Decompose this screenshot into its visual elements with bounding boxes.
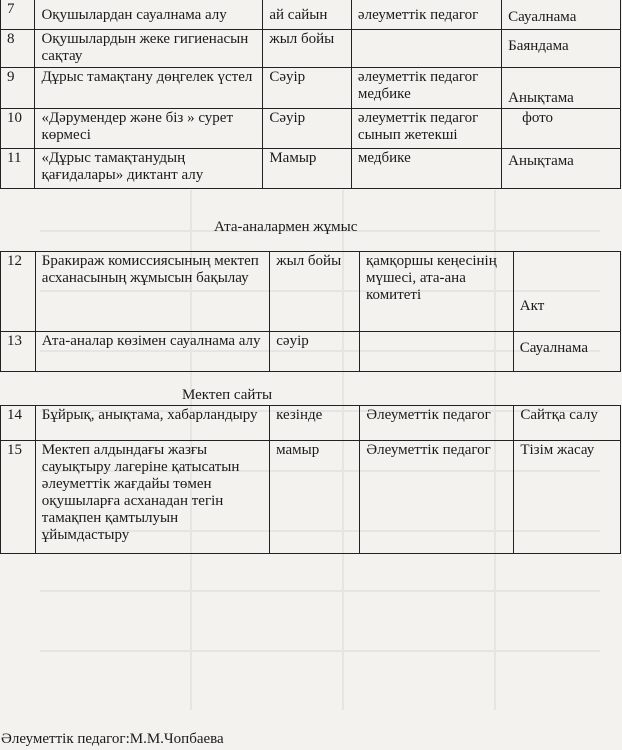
document-cell: Анықтама <box>502 68 621 109</box>
event-cell: «Дұрыс тамақтанудың қағидалары» диктант алу <box>35 149 263 189</box>
table-row <box>1 149 621 189</box>
row-number: 14 <box>1 406 36 441</box>
table-row <box>1 0 621 30</box>
responsible-cell: Әлеуметтік педагог <box>360 406 514 441</box>
row-number: 12 <box>1 252 36 332</box>
signature-line: Әлеуметтік педагог:М.М.Чопбаева <box>1 731 224 747</box>
event-cell: «Дәрумендер және біз » сурет көрмесі <box>35 109 263 149</box>
activities-table-1 <box>0 0 621 189</box>
event-cell: Оқушылардын жеке гигиенасын сақтау <box>35 30 263 68</box>
table-row <box>1 30 621 68</box>
responsible-cell <box>351 30 501 68</box>
document-cell: Анықтама <box>502 149 621 189</box>
document-cell: Сауалнама <box>502 0 621 30</box>
event-cell: Бұйрық, анықтама, хабарландыру <box>35 406 269 441</box>
activities-table-2 <box>0 251 621 372</box>
responsible-cell: медбике <box>351 149 501 189</box>
responsible-cell: әлеуметтік педагог медбике <box>351 68 501 109</box>
section-heading-site: Мектеп сайты <box>182 387 273 403</box>
time-cell: Мамыр <box>263 149 352 189</box>
row-number: 13 <box>1 332 36 372</box>
event-cell: Мектеп алдындағы жазғы сауықтыру лагеріне қатысатын әлеуметтік жағдайы төмен оқушыларға асханадан тегін тамақпен қамтылуын ұйымдастыру <box>35 441 269 554</box>
time-cell: мамыр <box>270 441 360 554</box>
row-number: 11 <box>1 149 35 189</box>
event-cell: Дұрыс тамақтану дөңгелек үстел <box>35 68 263 109</box>
responsible-cell <box>359 332 513 372</box>
time-cell: Сәуір <box>263 109 352 149</box>
event-cell: Оқушылардан сауалнама алу <box>35 0 263 30</box>
table-row <box>1 68 621 109</box>
document-cell: Акт <box>513 252 620 332</box>
row-number: 8 <box>1 30 35 68</box>
document-cell: фото <box>502 109 621 149</box>
table-row <box>1 109 621 149</box>
time-cell: ай сайын <box>263 0 352 30</box>
time-cell: кезінде <box>270 406 360 441</box>
responsible-cell: әлеуметтік педагог сынып жетекші <box>351 109 501 149</box>
table-row <box>1 252 621 332</box>
document-cell: Тізім жасау <box>514 441 621 554</box>
time-cell: Сәуір <box>263 68 352 109</box>
responsible-cell: әлеуметтік педагог <box>351 0 501 30</box>
activities-table-3 <box>0 405 621 554</box>
table-row <box>1 406 621 441</box>
document-cell: Сауалнама <box>513 332 620 372</box>
document-cell: Баяндама <box>502 30 621 68</box>
time-cell: сәуір <box>270 332 360 372</box>
section-heading-parents: Ата-аналармен жұмыс <box>214 219 358 235</box>
row-number: 15 <box>1 441 36 554</box>
responsible-cell: Әлеуметтік педагог <box>360 441 514 554</box>
time-cell: жыл бойы <box>263 30 352 68</box>
responsible-cell: қамқоршы кеңесінің мүшесі, ата-ана комитеті <box>359 252 513 332</box>
document-cell: Сайтқа салу <box>514 406 621 441</box>
table-row <box>1 332 621 372</box>
row-number: 10 <box>1 109 35 149</box>
time-cell: жыл бойы <box>270 252 360 332</box>
event-cell: Бракираж комиссиясының мектеп асханасының жұмысын бақылау <box>35 252 269 332</box>
event-cell: Ата-аналар көзімен сауалнама алу <box>35 332 269 372</box>
table-row <box>1 441 621 554</box>
row-number: 9 <box>1 68 35 109</box>
row-number: 7 <box>1 0 35 30</box>
